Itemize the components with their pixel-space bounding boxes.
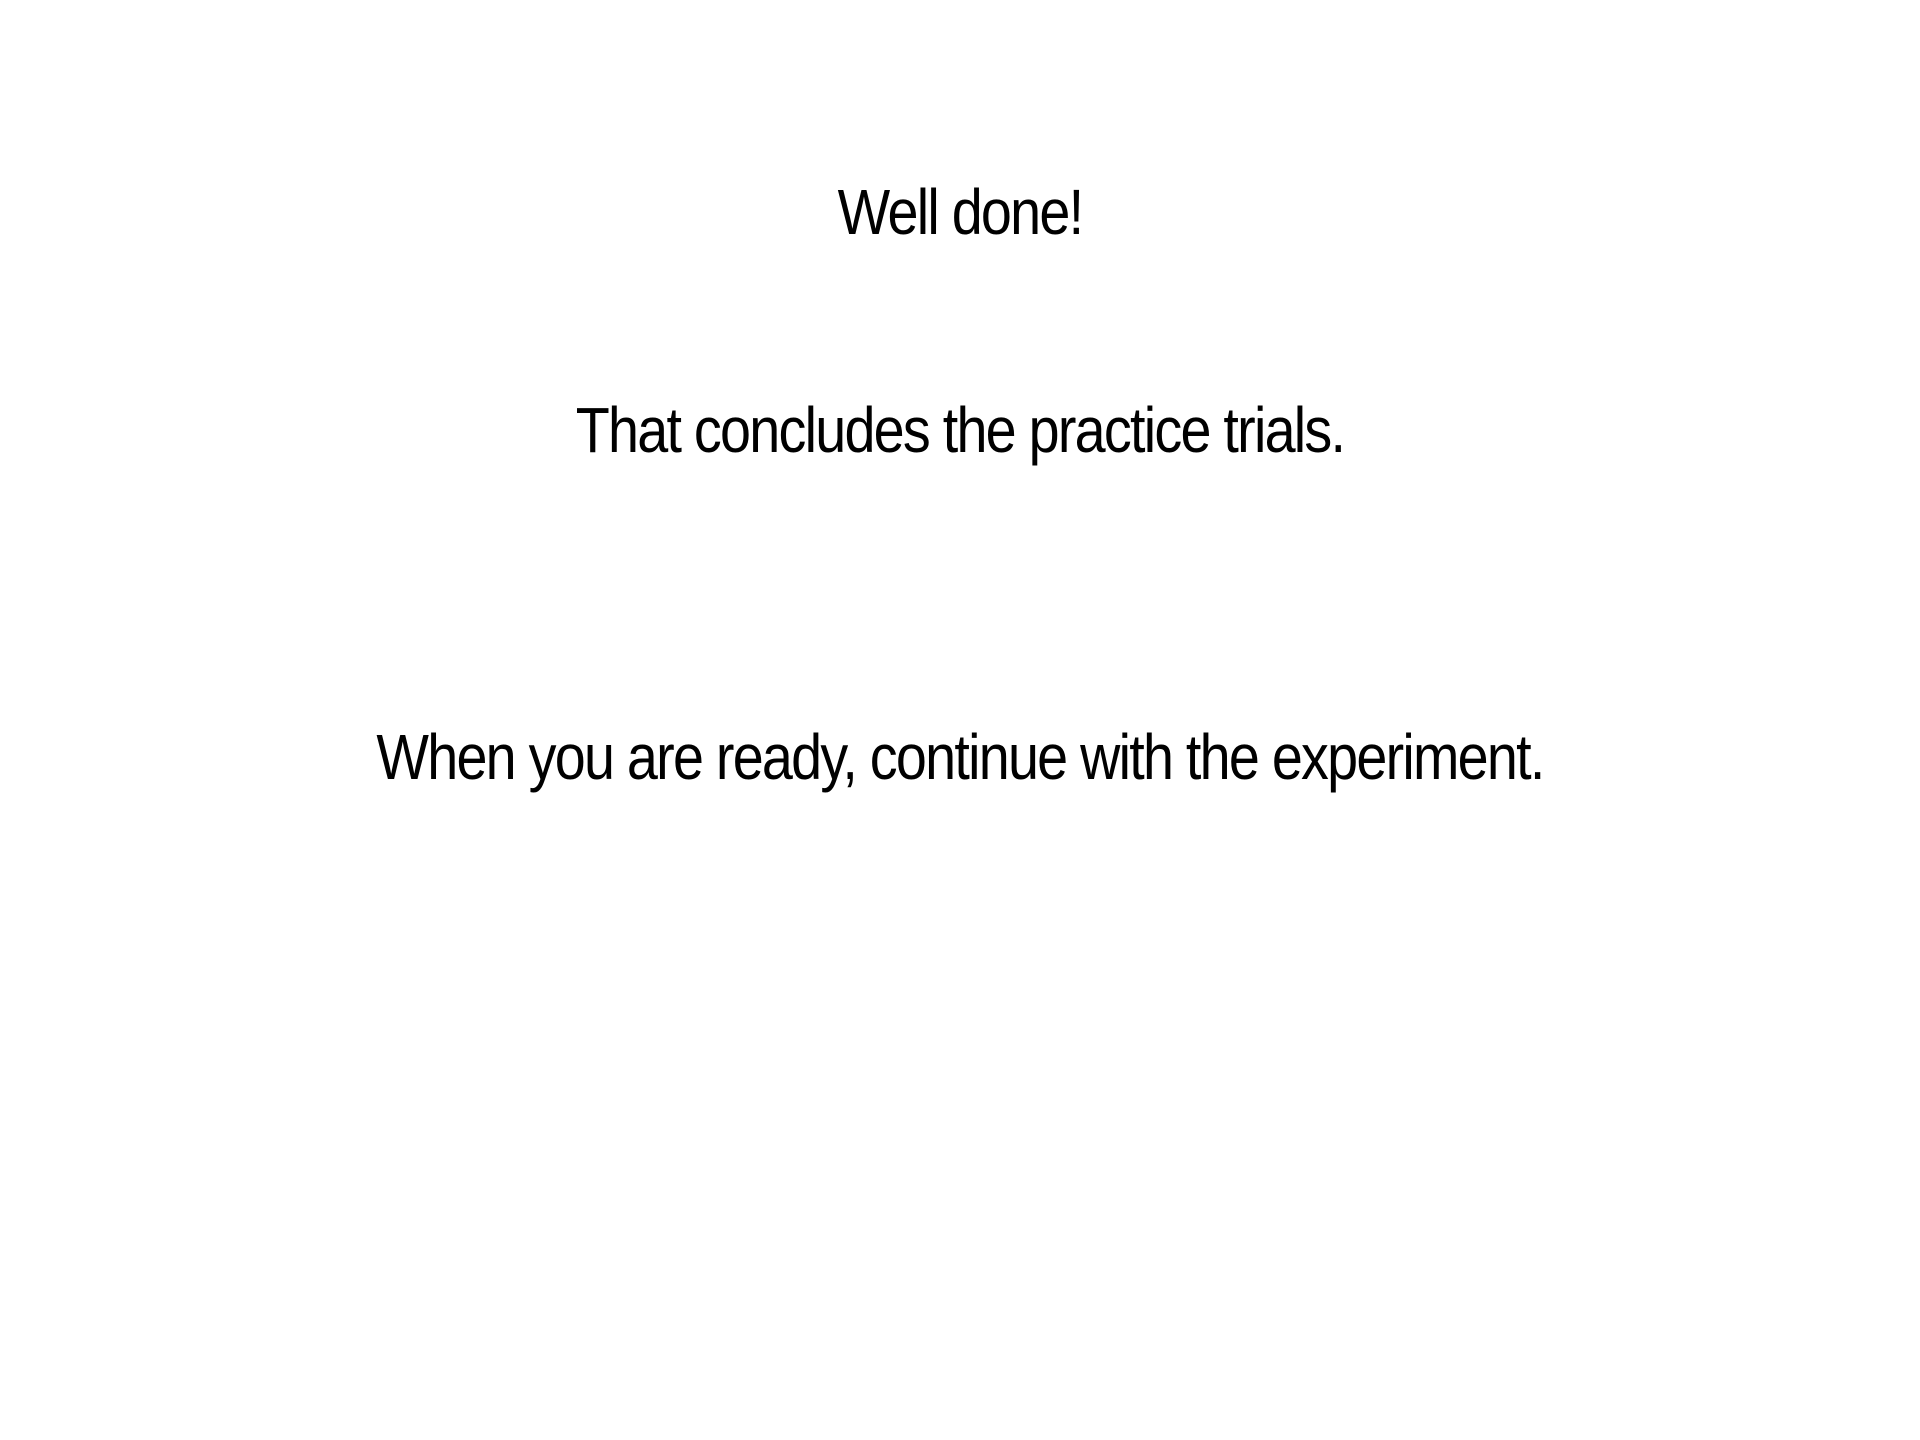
continue-instruction-message: When you are ready, continue with the experiment. (376, 721, 1544, 793)
practice-complete-message: That concludes the practice trials. (575, 394, 1345, 466)
well-done-message: Well done! (837, 176, 1083, 248)
